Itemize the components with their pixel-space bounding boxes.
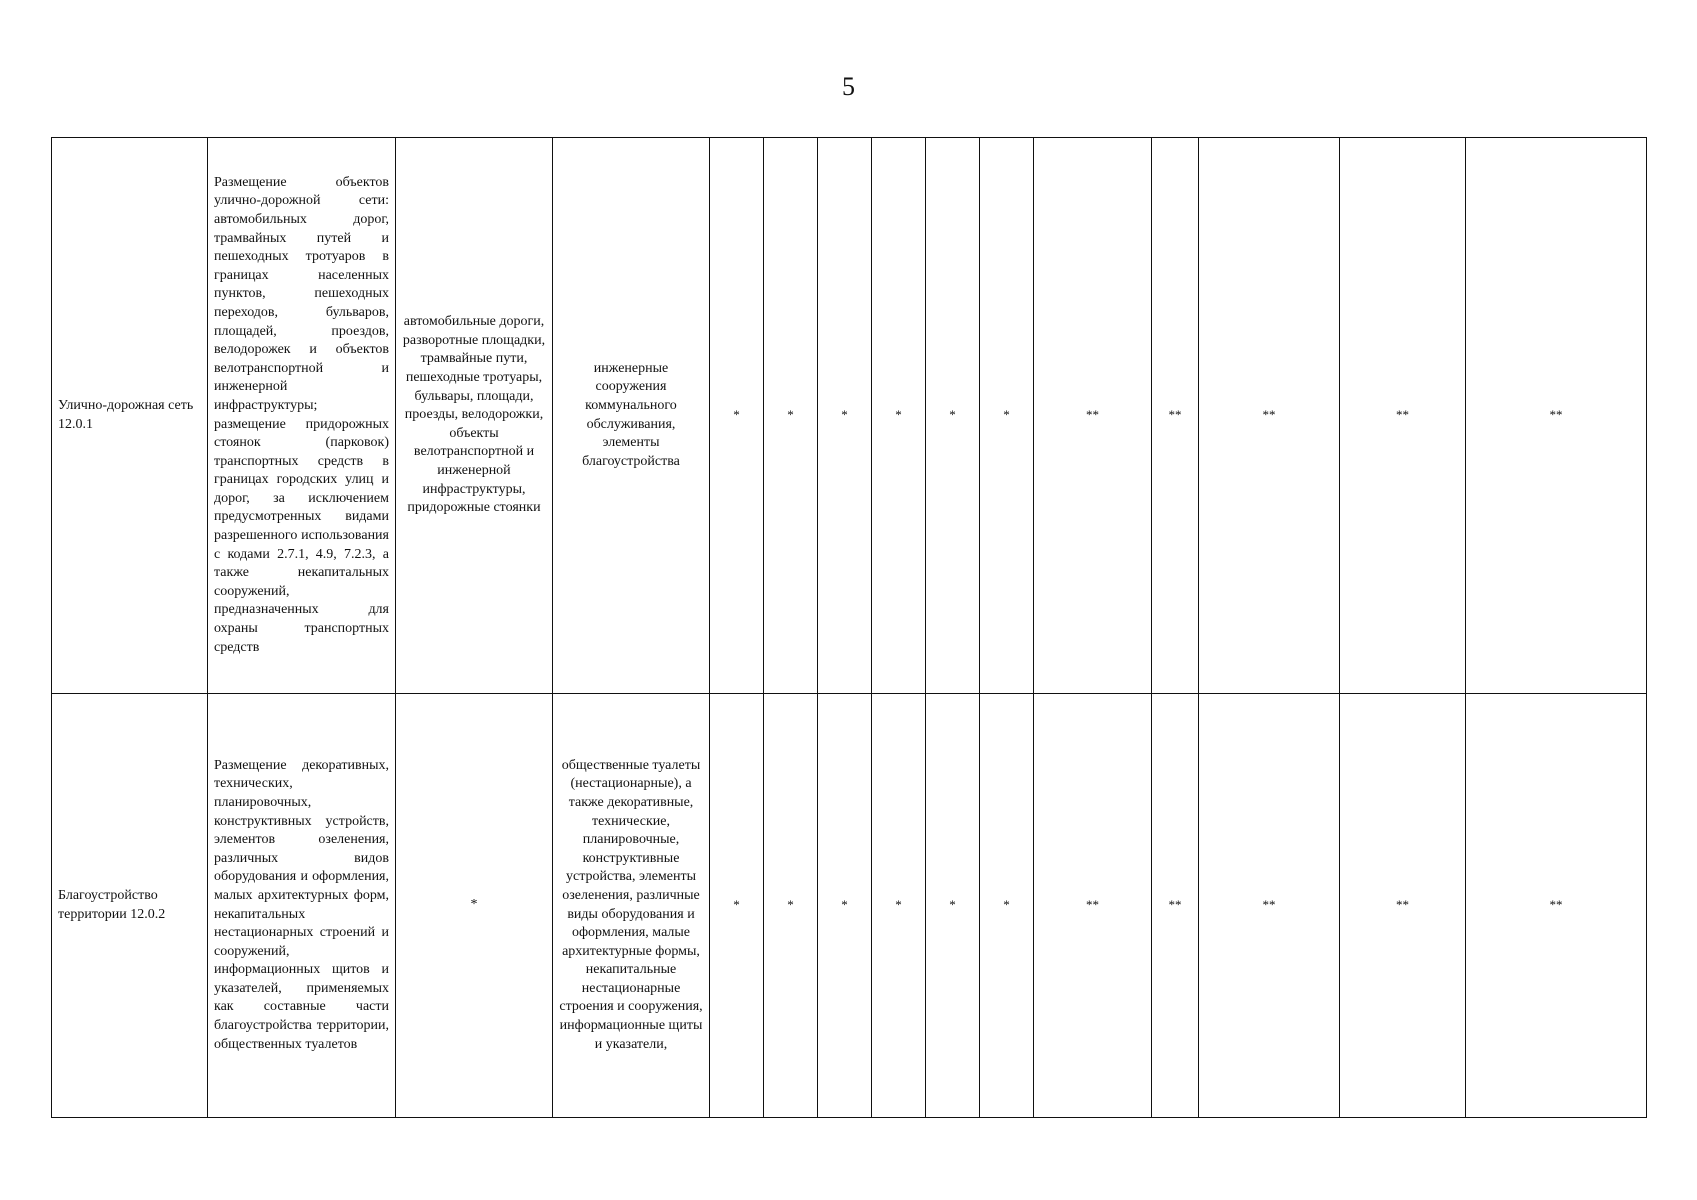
main-objects-cell: автомобильные дороги, разворотные площадки, трамвайные пути, пешеходные тротуары, бульвары, площади, проезды, велодорожки, объекты велотранспортной и инженерной инфраструктуры, придорожные стоянки	[396, 138, 553, 694]
table-row	[52, 694, 1647, 1118]
use-type-name: Благоустройство территории 12.0.2	[52, 694, 208, 1118]
zone-mark: *	[818, 138, 872, 694]
use-type-name: Улично-дорожная сеть 12.0.1	[52, 138, 208, 694]
zone-mark: *	[764, 694, 818, 1118]
zone-mark: *	[980, 138, 1034, 694]
use-type-description: Размещение декоративных, технических, планировочных, конструктивных устройств, элементов озеленения, различных видов оборудования и оформления, малых архитектурных форм, некапитальных нестационарных строений и сооружений, информационных щитов и указателей, применяемых как составные части благоустройства территории, общественных туалетов	[208, 694, 396, 1118]
zone-mark: **	[1034, 138, 1152, 694]
zone-mark: *	[980, 694, 1034, 1118]
zone-mark: **	[1034, 694, 1152, 1118]
zone-mark: *	[764, 138, 818, 694]
zone-mark: *	[926, 138, 980, 694]
zone-mark: **	[1152, 694, 1199, 1118]
zone-mark: **	[1340, 694, 1466, 1118]
table-row	[52, 138, 1647, 694]
zone-mark: *	[710, 694, 764, 1118]
zone-mark: *	[710, 138, 764, 694]
auxiliary-objects-cell: общественные туалеты (нестационарные), а также декоративные, технические, планировочные, конструктивные устройства, элементы озеленения, различные виды оборудования и оформления, малые архитектурные формы, некапитальные нестационарные строения и сооружения, информационные щиты и указатели,	[553, 694, 710, 1118]
land-use-table	[51, 137, 1647, 1118]
zone-mark: **	[1199, 138, 1340, 694]
zone-mark: **	[1340, 138, 1466, 694]
page-number: 5	[842, 72, 855, 101]
zone-mark: *	[926, 694, 980, 1118]
auxiliary-objects-cell: инженерные сооружения коммунального обслуживания, элементы благоустройства	[553, 138, 710, 694]
use-type-description: Размещение объектов улично-дорожной сети: автомобильных дорог, трамвайных путей и пешеходных тротуаров в границах населенных пунктов, пешеходных переходов, бульваров, площадей, проездов, велодорожек и объектов велотранспортной и инженерной инфраструктуры; размещение придорожных стоянок (парковок) транспортных средств в границах городских улиц и дорог, за исключением предусмотренных видами разрешенного использования с кодами 2.7.1, 4.9, 7.2.3, а также некапитальных сооружений, предназначенных для охраны транспортных средств	[208, 138, 396, 694]
zone-mark: **	[1466, 694, 1647, 1118]
zone-mark: **	[1152, 138, 1199, 694]
zone-mark: **	[1466, 138, 1647, 694]
zone-mark: *	[818, 694, 872, 1118]
zone-mark: *	[872, 694, 926, 1118]
zone-mark: *	[872, 138, 926, 694]
main-objects-cell: *	[396, 694, 553, 1118]
zone-mark: **	[1199, 694, 1340, 1118]
